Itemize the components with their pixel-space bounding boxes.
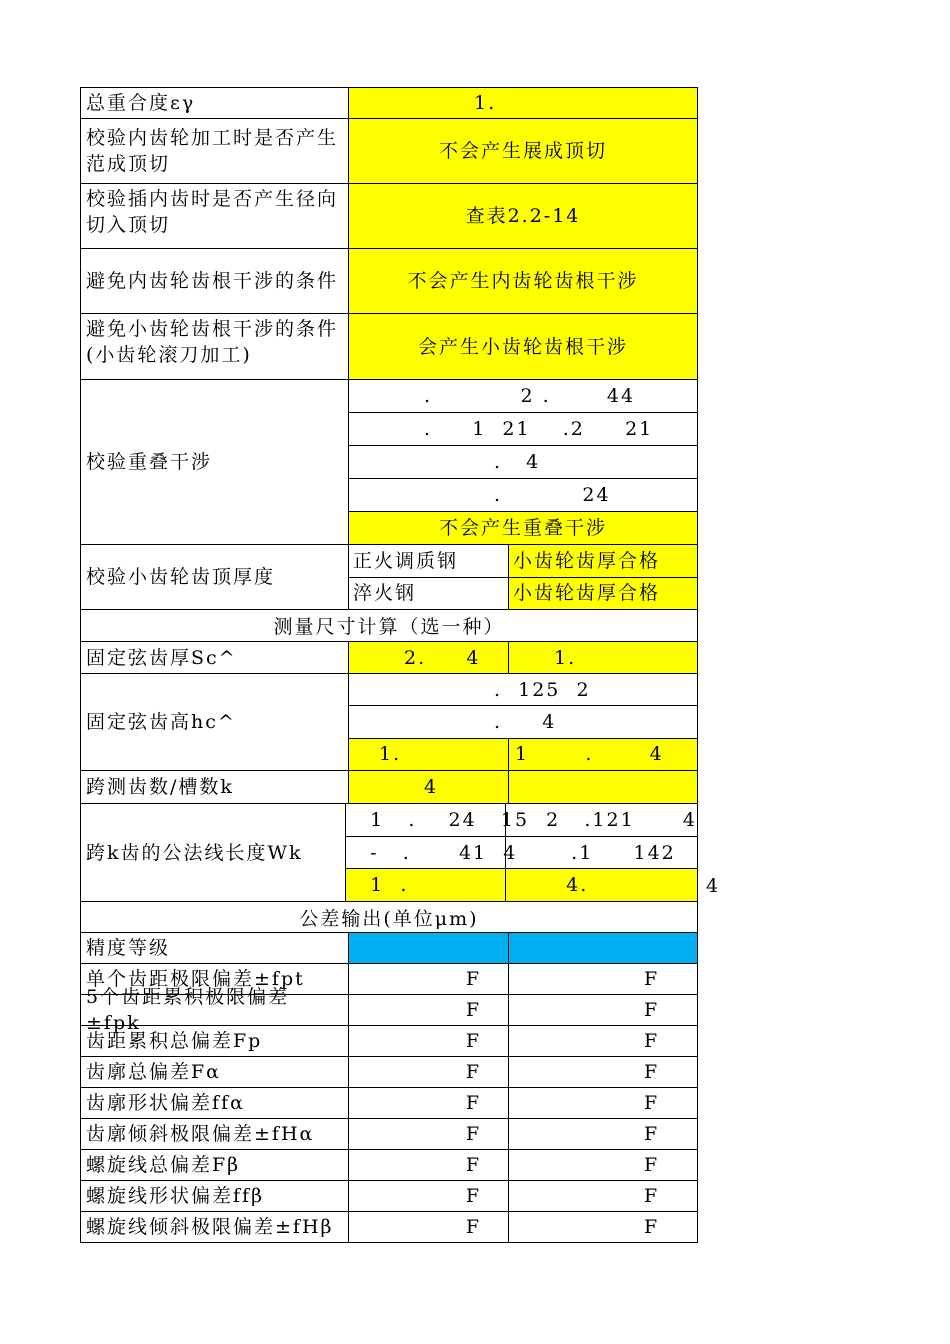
tolerance-value-a: F [349, 1026, 509, 1056]
tolerance-value-b: F [644, 1123, 660, 1145]
coincidence-value[interactable]: 1. [349, 88, 697, 118]
row-coincidence [80, 87, 698, 119]
coincidence-label: 总重合度εγ [81, 88, 349, 118]
tolerance-row [80, 1119, 698, 1150]
row-chordal-height [80, 674, 698, 771]
overlap-line-2: . 1 21 .2 21 [349, 413, 697, 446]
tolerance-value-b: F [644, 1185, 660, 1207]
tip-result-normalized[interactable]: 小齿轮齿厚合格 [509, 545, 697, 577]
tolerance-label: 5个齿距累积极限偏差±fpk [81, 995, 349, 1025]
overlap-label: 校验重叠干涉 [81, 380, 349, 544]
row-internal-root [80, 249, 698, 314]
tolerance-value-b: F [644, 1092, 660, 1114]
chordal-height-line-2: . 4 [349, 706, 697, 738]
overlap-line-1: . 2 . 44 [349, 380, 697, 413]
span-length-results [346, 869, 697, 901]
tolerance-label: 螺旋线倾斜极限偏差±fHβ [81, 1212, 349, 1242]
span-length-l2a: - . 41 4 [346, 837, 506, 869]
tolerance-row [80, 1212, 698, 1243]
internal-root-value[interactable]: 不会产生内齿轮齿根干涉 [349, 249, 697, 313]
tolerance-row [80, 1150, 698, 1181]
tolerance-value-a: F [349, 995, 509, 1025]
tolerance-label: 螺旋线形状偏差ffβ [81, 1181, 349, 1211]
tip-thickness-label: 校验小齿轮齿顶厚度 [81, 545, 349, 609]
cut-gen-label: 校验内齿轮加工时是否产生范成顶切 [81, 119, 349, 183]
span-length-v1[interactable]: 1 . [346, 869, 506, 901]
tip-row-quenched [349, 578, 697, 610]
overlap-line-3: . 4 [349, 446, 697, 479]
chordal-thickness-label: 固定弦齿厚Sc^ [81, 642, 349, 673]
tolerance-label: 齿廓总偏差Fα [81, 1057, 349, 1087]
span-count-v2[interactable] [509, 771, 697, 803]
span-length-l2b: .1 142 [571, 841, 676, 864]
row-span-length [80, 804, 698, 902]
overlap-values [349, 380, 697, 544]
chordal-height-values [349, 674, 697, 770]
chordal-thickness-v1[interactable]: 2. 4 [349, 642, 509, 673]
span-length-v2[interactable]: 4. [506, 869, 697, 901]
section-tolerance-row [80, 902, 698, 933]
span-length-label: 跨k齿的公法线长度Wk [81, 804, 346, 901]
section-tolerance-title: 公差输出(单位μm) [299, 907, 479, 930]
material-quenched: 淬火钢 [349, 578, 509, 610]
tolerance-label: 齿距累积总偏差Fp [81, 1026, 349, 1056]
tolerance-value-a: F [349, 964, 509, 994]
section-measure-title: 测量尺寸计算（选一种） [273, 616, 505, 638]
span-count-v1[interactable]: 4 [349, 771, 509, 803]
tolerance-value-a: F [349, 1181, 509, 1211]
chordal-height-v2[interactable]: 1 . 4 [509, 739, 697, 770]
row-radial-cut [80, 184, 698, 249]
span-length-line-1 [346, 804, 697, 837]
overlap-result[interactable]: 不会产生重叠干涉 [349, 512, 697, 544]
span-count-label: 跨测齿数/槽数k [81, 771, 349, 803]
tolerance-row [80, 1057, 698, 1088]
row-cut-gen [80, 119, 698, 184]
material-normalized: 正火调质钢 [349, 545, 509, 577]
tolerance-value-b: F [644, 1030, 660, 1052]
section-measure-row [80, 610, 698, 642]
row-accuracy [80, 933, 698, 964]
outside-value: 4 [706, 875, 719, 897]
pinion-root-value[interactable]: 会产生小齿轮齿根干涉 [349, 314, 697, 379]
tolerance-label: 齿廓倾斜极限偏差±fHα [81, 1119, 349, 1149]
accuracy-select-2[interactable] [509, 933, 697, 963]
tolerance-value-b: F [644, 1061, 660, 1083]
row-chordal-thickness [80, 642, 698, 674]
accuracy-label: 精度等级 [81, 933, 349, 963]
tolerance-row [80, 1181, 698, 1212]
span-length-l1a: 1 . 24 15 [346, 804, 506, 836]
tolerance-label: 单个齿距极限偏差±fpt [81, 964, 349, 994]
span-length-values [346, 804, 697, 901]
overlap-line-4: . 24 [349, 479, 697, 512]
tolerance-label: 齿廓形状偏差ffα [81, 1088, 349, 1118]
row-tip-thickness [80, 545, 698, 610]
tip-row-normalized [349, 545, 697, 578]
tolerance-value-a: F [349, 1150, 509, 1180]
chordal-thickness-v2[interactable]: 1. [509, 642, 697, 673]
cut-gen-value[interactable]: 不会产生展成顶切 [349, 119, 697, 183]
tolerance-row [80, 1088, 698, 1119]
row-pinion-root [80, 314, 698, 380]
tip-result-quenched[interactable]: 小齿轮齿厚合格 [509, 578, 697, 610]
pinion-root-label: 避免小齿轮齿根干涉的条件(小齿轮滚刀加工) [81, 314, 349, 379]
tolerance-row [80, 986, 698, 1034]
tolerance-value-a: F [349, 1119, 509, 1149]
chordal-height-line-1: . 125 2 [349, 674, 697, 706]
tolerance-value-b: F [644, 968, 660, 990]
tolerance-rows [80, 964, 698, 1243]
tolerance-value-b: F [644, 1154, 660, 1176]
radial-cut-label: 校验插内齿时是否产生径向切入顶切 [81, 184, 349, 248]
chordal-height-v1[interactable]: 1. [349, 739, 509, 770]
tolerance-value-b: F [644, 1216, 660, 1238]
internal-root-label: 避免内齿轮齿根干涉的条件 [81, 249, 349, 313]
span-length-l1b: 2 .121 4 [546, 808, 697, 831]
tolerance-value-a: F [349, 1212, 509, 1242]
chordal-height-label: 固定弦齿高hc^ [81, 674, 349, 770]
row-overlap [80, 380, 698, 545]
chordal-height-results [349, 739, 697, 770]
tolerance-value-a: F [349, 1088, 509, 1118]
row-span-count [80, 771, 698, 804]
span-length-line-2 [346, 837, 697, 870]
tolerance-label: 螺旋线总偏差Fβ [81, 1150, 349, 1180]
tolerance-row [80, 1026, 698, 1057]
accuracy-select-1[interactable] [349, 933, 509, 963]
tip-thickness-values [349, 545, 697, 609]
radial-cut-value[interactable]: 查表2.2-14 [349, 184, 697, 248]
tolerance-value-b: F [644, 999, 660, 1021]
calculation-sheet [80, 87, 698, 1243]
tolerance-value-a: F [349, 1057, 509, 1087]
